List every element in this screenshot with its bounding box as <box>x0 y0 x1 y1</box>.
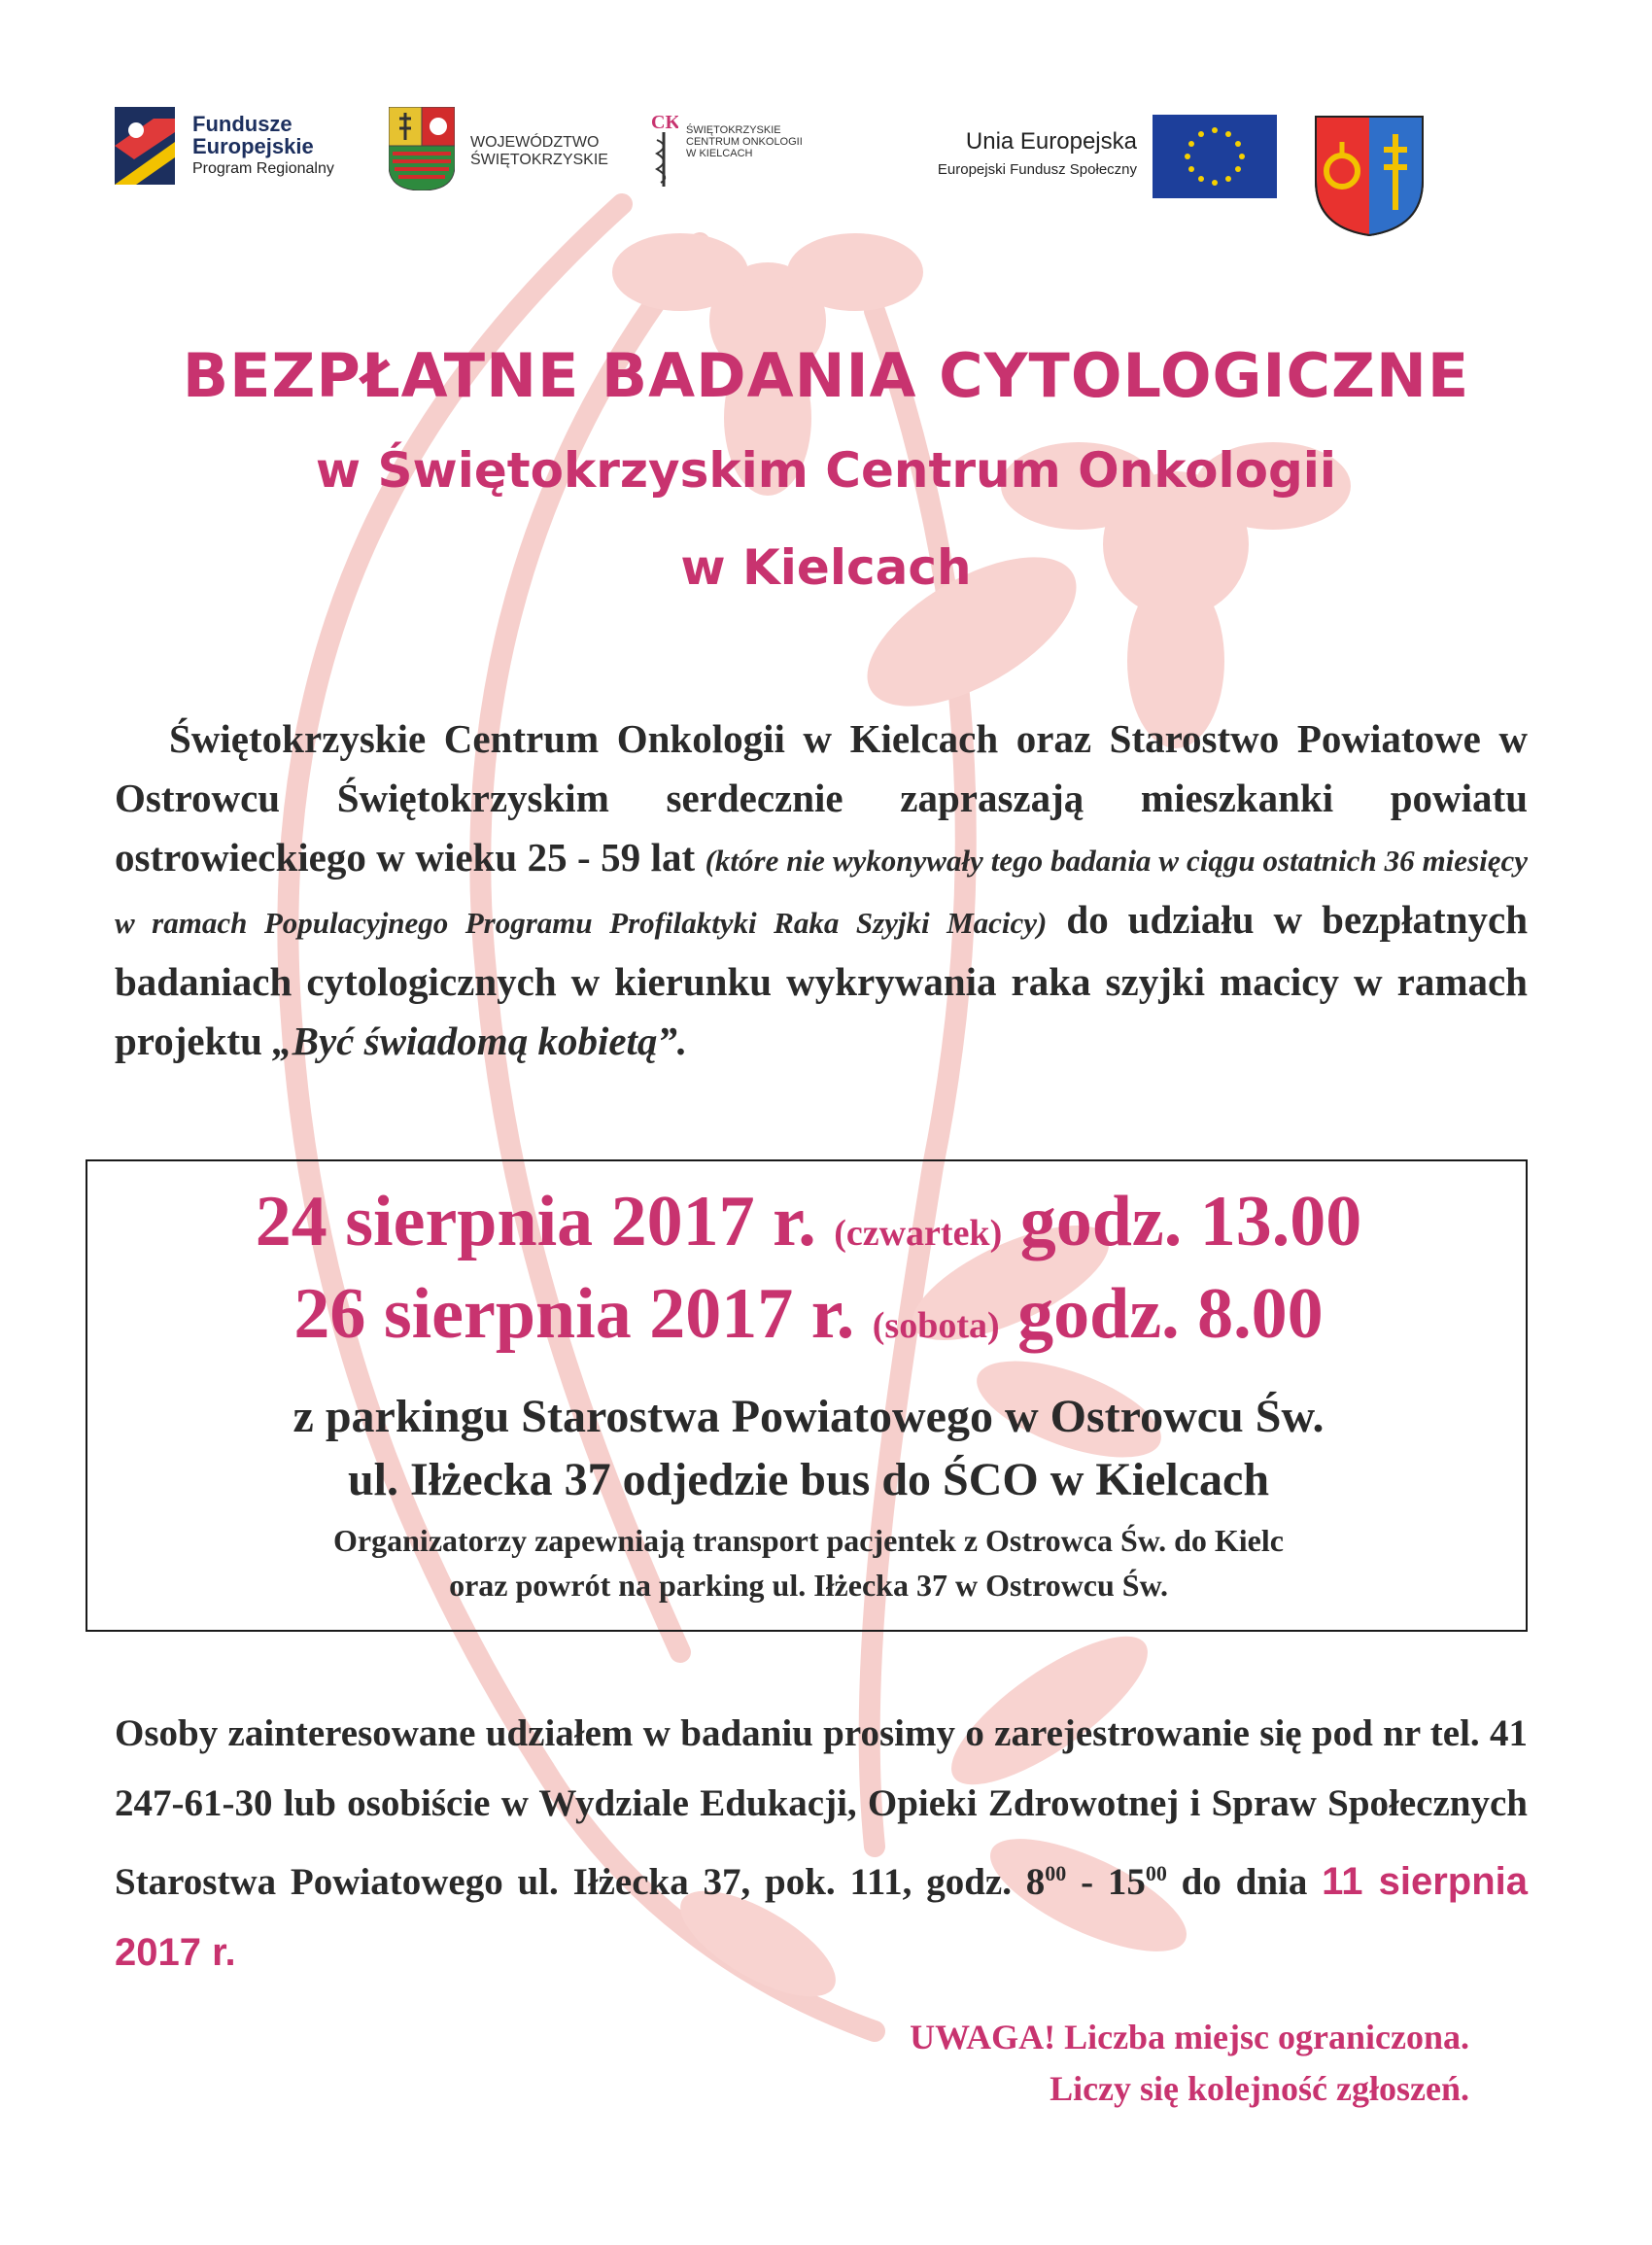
transport-note-1: Organizatorzy zapewniają transport pacjentek z Ostrowca Św. do Kielc <box>333 1523 1284 1558</box>
wojewodztwo-coat-of-arms-icon <box>389 107 455 190</box>
sco-caduceus-icon <box>649 107 678 190</box>
fundusze-line1: Fundusze <box>192 112 293 136</box>
svg-text:CK: CK <box>651 112 678 133</box>
registration-text: Osoby zainteresowane udziałem w badaniu prosimy o zarejestrowanie się pod nr tel. 41 247-61-30 lub osobiście w Wydziale Edukacji, Opieki Zdrowotnej i Spraw Społecznych Starostwa Powiatowego ul. Iłżecka 37, pok. 111, godz. 8 <box>115 1712 1528 1903</box>
subtitle-centrum: w Świętokrzyskim Centrum Onkologii <box>315 442 1337 499</box>
date1-time: godz. 13.00 <box>1019 1182 1362 1261</box>
sco-line1: ŚWIĘTOKRZYSKIE <box>686 124 781 136</box>
registration-deadline: 11 sierpnia 2017 r. <box>115 1860 1528 1974</box>
hours-sup-2: 00 <box>1145 1861 1167 1885</box>
sco-line2: CENTRUM ONKOLOGII <box>686 136 803 149</box>
registration-paragraph <box>115 1699 1528 1988</box>
warning-line-2: Liczy się kolejność zgłoszeń. <box>1050 2069 1469 2108</box>
invitation-paragraph <box>115 709 1528 1071</box>
logo-unia-europejska <box>865 107 1137 194</box>
subtitle-city: w Kielcach <box>680 539 972 596</box>
fundusze-line3: Program Regionalny <box>192 160 334 178</box>
hours-sup-1: 00 <box>1045 1861 1067 1885</box>
eu-flag-icon <box>1153 115 1277 198</box>
date1-main: 24 sierpnia 2017 r. <box>255 1182 816 1261</box>
warning-line-1: UWAGA! Liczba miejsc ograniczona. <box>910 2018 1469 2056</box>
ue-line2: Europejski Fundusz Społeczny <box>937 161 1137 178</box>
date-line-1 <box>87 1181 1530 1263</box>
wojewodztwo-line2: ŚWIĘTOKRZYSKIE <box>470 152 608 169</box>
hours-dash: - 15 <box>1066 1861 1146 1903</box>
wojewodztwo-line1: WOJEWÓDZTWO <box>470 134 600 151</box>
eu-flag <box>1153 115 1277 198</box>
invitation-text-2: do udziału w bezpłatnych badaniach cytologicznych w kierunku wykrywania raka szyjki macicy w ramach projektu <box>115 897 1528 1063</box>
date1-day: (czwartek) <box>834 1213 1003 1254</box>
schedule-box <box>86 1159 1528 1632</box>
ue-line1: Unia Europejska <box>965 128 1137 155</box>
logo-wojewodztwo <box>389 107 632 194</box>
fundusze-line2: Europejskie <box>192 134 314 159</box>
powiat-coat-of-arms <box>1312 113 1427 239</box>
invitation-text-1: Świętokrzyskie Centrum Onkologii w Kielcach oraz Starostwo Powiatowe w Ostrowcu Świętokrzyskim serdecznie zapraszają mieszkanki powiatu ostrowieckiego w wieku 25 - 59 lat <box>115 716 1528 880</box>
bus-departure-line-1: z parkingu Starostwa Powiatowego w Ostrowcu Św. <box>293 1391 1325 1442</box>
date2-main: 26 sierpnia 2017 r. <box>293 1274 855 1354</box>
logo-sco <box>649 107 843 194</box>
powiat-coat-of-arms-icon <box>1312 113 1427 239</box>
sco-line3: W KIELCACH <box>686 148 753 160</box>
transport-note-2: oraz powrót na parking ul. Iłżecka 37 w Ostrowcu Św. <box>449 1568 1168 1603</box>
date-line-2 <box>87 1273 1530 1356</box>
project-name: „Być świadomą kobietą”. <box>272 1019 688 1063</box>
fundusze-emblem-icon <box>115 107 183 185</box>
date2-day: (sobota) <box>872 1305 1000 1346</box>
main-title: BEZPŁATNE BADANIA CYTOLOGICZNE <box>182 340 1470 411</box>
logo-fundusze-europejskie <box>115 107 387 194</box>
invitation-eligibility-note: (które nie wykonywały tego badania w ciągu ostatnich 36 miesięcy w ramach Populacyjnego Programu Profilaktyki Raka Szyjki Macicy) <box>115 844 1529 940</box>
deadline-prefix: do dnia <box>1166 1861 1323 1903</box>
bus-departure-line-2: ul. Iłżecka 37 odjedzie bus do ŚCO w Kielcach <box>347 1454 1270 1505</box>
date2-time: godz. 8.00 <box>1017 1274 1324 1354</box>
